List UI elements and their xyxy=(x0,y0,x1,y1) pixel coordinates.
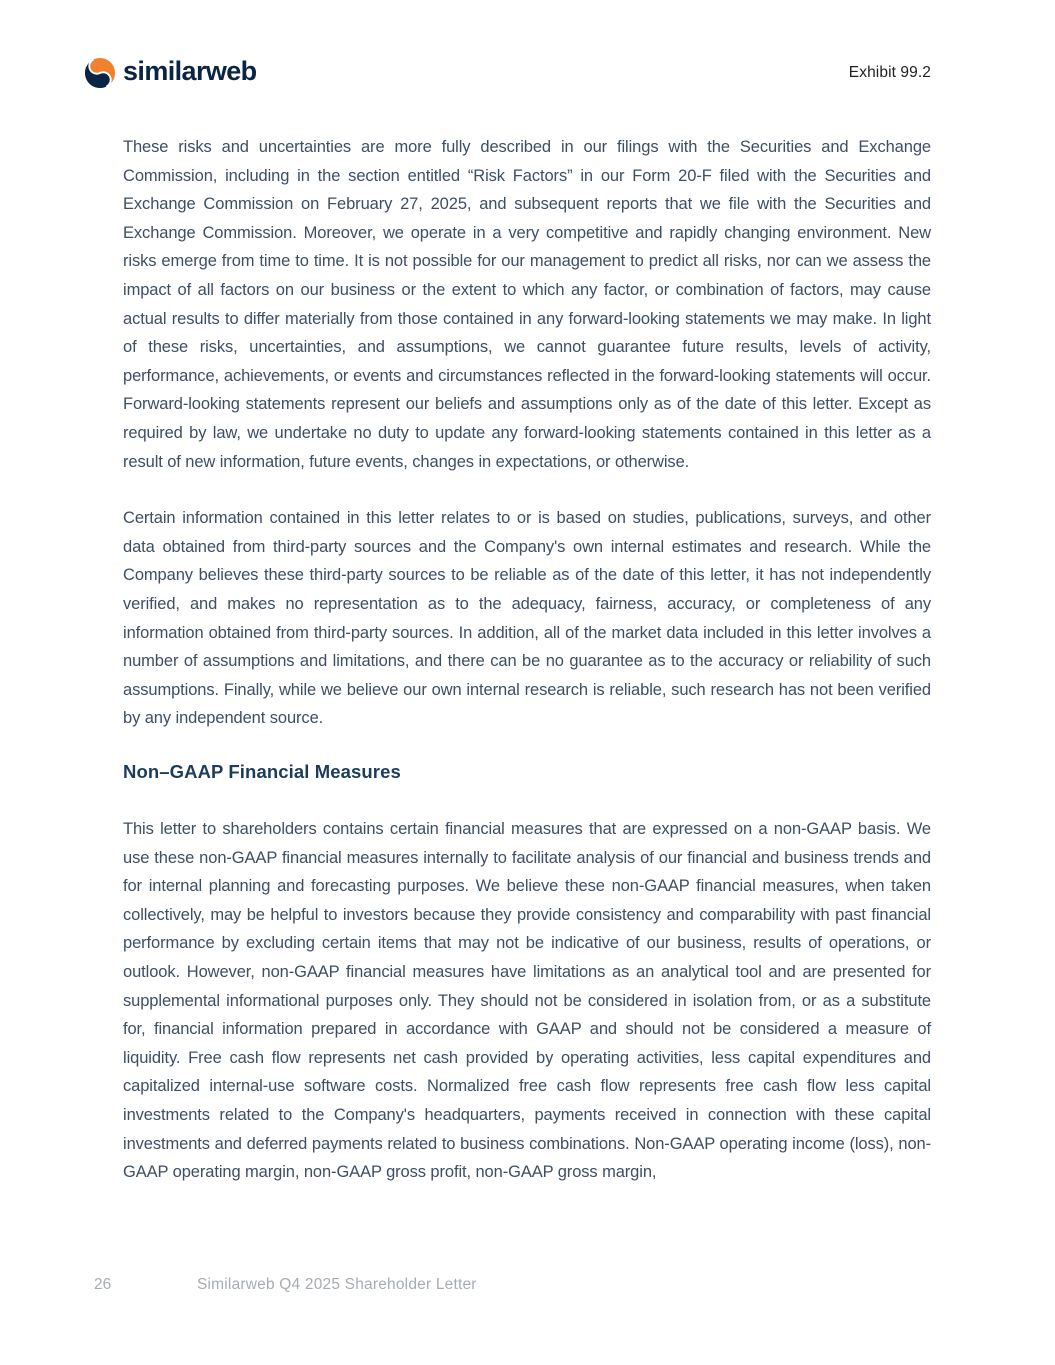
paragraph-non-gaap-measures: This letter to shareholders contains certain financial measures that are expressed on a non-GAAP basis. We use these non-GAAP financial measures internally to facilitate analysis of our financial and business trends and for internal planning and forecasting purposes. We believe these non-GAAP financial measures, when taken collectively, may be helpful to investors because they provide consistency and comparability with past financial performance by excluding certain items that may not be indicative of our business, results of operations, or outlook. However, non-GAAP financial measures have limitations as an analytical tool and are presented for supplemental informational purposes only. They should not be considered in isolation from, or as a substitute for, financial information prepared in accordance with GAAP and should not be considered a measure of liquidity. Free cash flow represents net cash provided by operating activities, less capital expenditures and capitalized internal-use software costs. Normalized free cash flow represents free cash flow less capital investments related to the Company's headquarters, payments received in connection with these capital investments and deferred payments related to business combinations. Non-GAAP operating income (loss), non-GAAP operating margin, non-GAAP gross profit, non-GAAP gross margin, xyxy=(123,820,931,1182)
exhibit-label: Exhibit 99.2 xyxy=(848,64,931,81)
similarweb-logo xyxy=(84,57,257,89)
footer-doc-title: Similarweb Q4 2025 Shareholder Letter xyxy=(197,1276,477,1293)
page-header xyxy=(84,55,931,91)
paragraph-third-party-data: Certain information contained in this letter relates to or is based on studies, publications, surveys, and other data obtained from third-party sources and the Company's own internal estimates and research. While the Company believes these third-party sources to be reliable as of the date of this letter, it has not independently verified, and makes no representation as to the adequacy, fairness, accuracy, or completeness of any information obtained from third-party sources. In addition, all of the market data included in this letter involves a number of assumptions and limitations, and there can be no guarantee as to the accuracy or reliability of such assumptions. Finally, while we believe our own internal research is reliable, such research has not been verified by any independent source. xyxy=(123,509,931,728)
page-footer xyxy=(0,1276,1055,1300)
page-number: 26 xyxy=(94,1276,112,1293)
logo-wordmark: similarweb xyxy=(123,56,257,86)
paragraph-forward-looking: These risks and uncertainties are more fully described in our filings with the Securities and Exchange Commission, including in the section entitled “Risk Factors” in our Form 20-F filed with the Securities and Exchange Commission on February 27, 2025, and subsequent reports that we file with the Securities and Exchange Commission. Moreover, we operate in a very competitive and rapidly changing environment. New risks emerge from time to time. It is not possible for our management to predict all risks, nor can we assess the impact of all factors on our business or the extent to which any factor, or combination of factors, may cause actual results to differ materially from those contained in any forward-looking statements we may make. In light of these risks, uncertainties, and assumptions, we cannot guarantee future results, levels of activity, performance, achievements, or events and circumstances reflected in the forward-looking statements will occur. Forward-looking statements represent our beliefs and assumptions only as of the date of this letter. Except as required by law, we undertake no duty to update any forward-looking statements contained in this letter as a result of new information, future events, changes in expectations, or otherwise. xyxy=(123,138,931,471)
letter-body xyxy=(123,133,931,1187)
similarweb-swirl-icon xyxy=(84,57,116,89)
section-heading-non-gaap: Non–GAAP Financial Measures xyxy=(123,760,401,782)
